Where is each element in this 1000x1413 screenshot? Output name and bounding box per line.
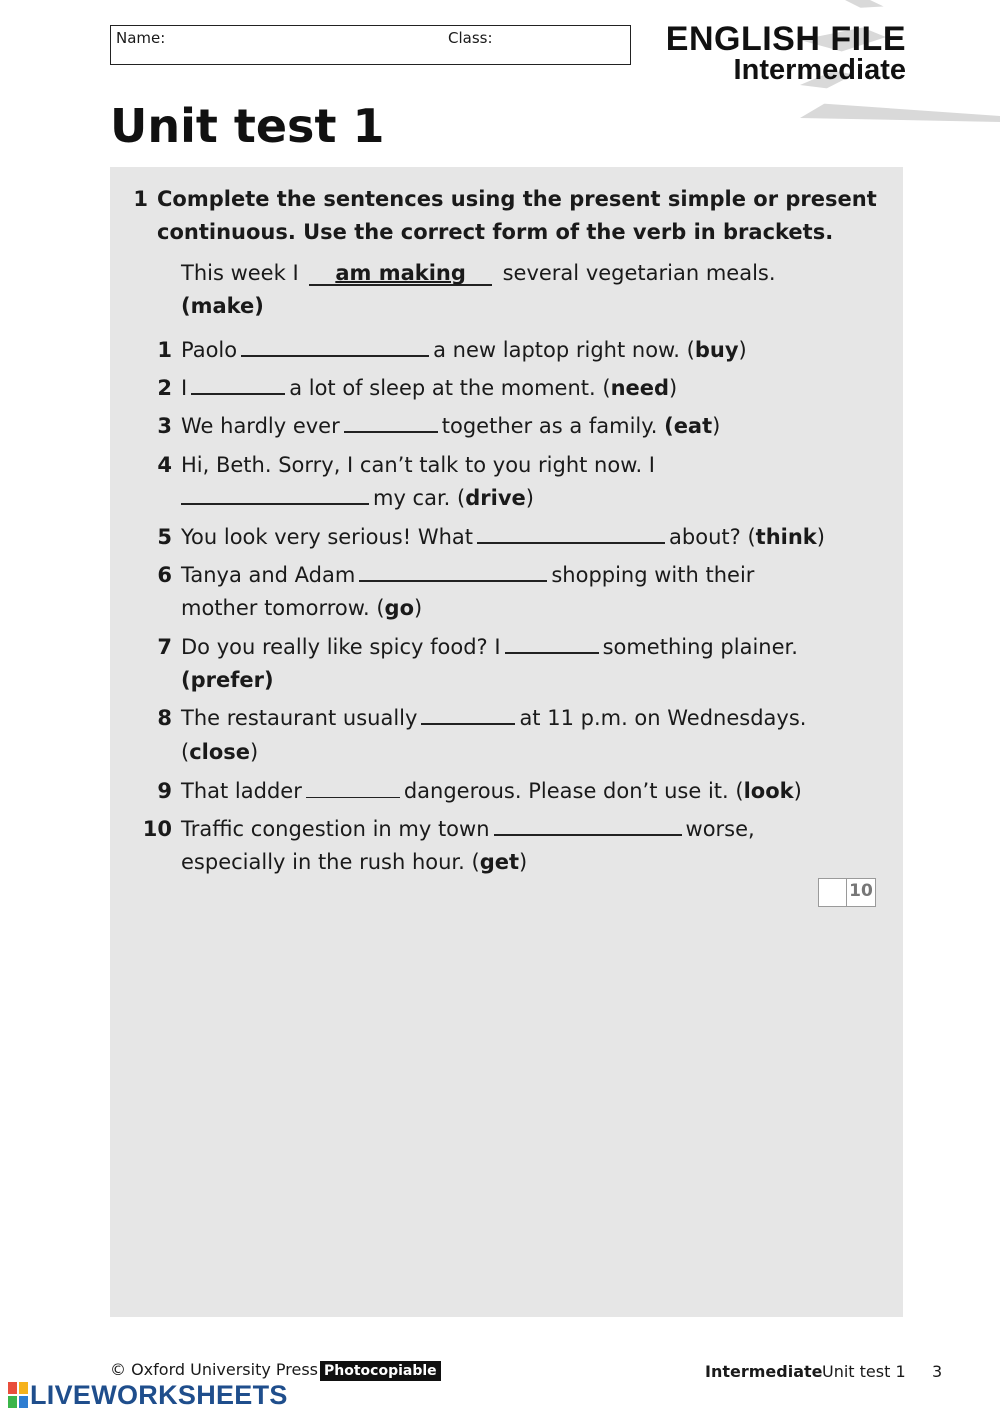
list-item: I a lot of sleep at the moment. (need) xyxy=(181,376,678,400)
item-text-after: shopping with their xyxy=(551,563,755,587)
example-sentence xyxy=(181,257,776,290)
item-text-before: Hi, Beth. Sorry, I can’t talk to you right now. I xyxy=(181,453,655,477)
footer-level: Intermediate xyxy=(705,1362,823,1381)
item-number: 10 xyxy=(142,817,172,841)
answer-blank[interactable] xyxy=(494,816,682,836)
list-item xyxy=(181,702,806,735)
item-number: 6 xyxy=(157,563,172,587)
item-text-after: my car. xyxy=(373,486,451,510)
answer-blank[interactable] xyxy=(344,413,438,433)
item-text-after: worse, xyxy=(685,817,755,841)
item-verb: buy xyxy=(694,338,739,362)
item-number: 9 xyxy=(157,779,172,803)
example-after: several vegetarian meals. xyxy=(502,261,776,285)
item-number: 3 xyxy=(157,414,172,438)
exercise-number: 1 xyxy=(133,187,148,211)
answer-blank[interactable] xyxy=(359,562,547,582)
answer-blank[interactable] xyxy=(181,485,369,505)
answer-blank[interactable] xyxy=(241,337,429,357)
item-number: 4 xyxy=(157,453,172,477)
liveworksheets-logo-icon xyxy=(8,1382,28,1408)
item-number: 7 xyxy=(157,635,172,659)
item-text-after: a lot of sleep at the moment. xyxy=(289,376,596,400)
list-item: You look very serious! What about? (think) xyxy=(181,525,825,549)
item-text-after: together as a family. xyxy=(441,414,658,438)
footer-copyright: © Oxford University Press xyxy=(110,1360,319,1379)
class-label: Class: xyxy=(448,29,493,47)
score-box xyxy=(818,878,876,907)
item-text-before: Traffic congestion in my town xyxy=(181,817,490,841)
score-input[interactable] xyxy=(819,879,846,906)
item-text-before: The restaurant usually xyxy=(181,706,418,730)
item-text-before: We hardly ever xyxy=(181,414,340,438)
answer-blank[interactable] xyxy=(306,779,400,798)
example-verb-line xyxy=(181,290,264,323)
footer-page-number: 3 xyxy=(932,1362,943,1381)
item-verb: prefer xyxy=(190,668,264,692)
item-text-after-2: especially in the rush hour. xyxy=(181,850,465,874)
item-verb: eat xyxy=(673,414,713,438)
item-verb: drive xyxy=(465,486,526,510)
answer-blank[interactable] xyxy=(421,705,515,725)
item-text-before: I xyxy=(181,376,188,400)
page-title: Unit test 1 xyxy=(110,99,385,153)
item-text-before: You look very serious! What xyxy=(181,525,474,549)
list-item: That ladder dangerous. Please don’t use it. (look) xyxy=(181,779,802,803)
item-text-before: Paolo xyxy=(181,338,238,362)
list-item xyxy=(181,449,655,482)
list-item xyxy=(181,813,755,846)
item-text-after: about? xyxy=(669,525,741,549)
item-verb: close xyxy=(189,740,251,764)
answer-blank[interactable] xyxy=(191,375,285,395)
item-text-before: Do you really like spicy food? I xyxy=(181,635,501,659)
list-item xyxy=(181,559,754,592)
item-text-after: dangerous. Please don’t use it. xyxy=(403,779,729,803)
list-item xyxy=(181,631,798,664)
item-text-after: at 11 p.m. on Wednesdays. xyxy=(519,706,807,730)
item-verb: get xyxy=(479,850,520,874)
item-verb: look xyxy=(743,779,794,803)
footer-unit: Unit test 1 xyxy=(822,1362,906,1381)
liveworksheets-watermark: LIVEWORKSHEETS xyxy=(30,1380,288,1410)
brand-title: ENGLISH FILE xyxy=(665,20,906,58)
item-text-after: a new laptop right now. xyxy=(433,338,680,362)
item-text-before: That ladder xyxy=(181,779,302,803)
item-text-before: Tanya and Adam xyxy=(181,563,356,587)
name-class-box xyxy=(110,25,631,65)
item-number: 1 xyxy=(157,338,172,362)
list-item-continuation: (close) xyxy=(181,740,259,764)
example-verb: (make) xyxy=(181,294,264,318)
item-verb: think xyxy=(755,525,817,549)
answer-blank[interactable] xyxy=(505,634,599,654)
list-item: We hardly ever together as a family. (eat) xyxy=(181,414,721,438)
instruction-line-2: continuous. Use the correct form of the verb in brackets. xyxy=(157,220,834,244)
list-item-continuation: (prefer) xyxy=(181,668,274,692)
list-item-continuation: my car. (drive) xyxy=(177,482,534,515)
list-item: Paolo a new laptop right now. (buy) xyxy=(181,338,747,362)
item-number: 8 xyxy=(157,706,172,730)
item-number: 2 xyxy=(157,376,172,400)
list-item-continuation: especially in the rush hour. (get) xyxy=(181,850,528,874)
example-before: This week I xyxy=(181,261,299,285)
item-text-after: something plainer. xyxy=(602,635,798,659)
photocopiable-badge: Photocopiable xyxy=(320,1361,441,1381)
answer-blank[interactable] xyxy=(477,524,665,544)
brand-level: Intermediate xyxy=(733,54,906,86)
item-number: 5 xyxy=(157,525,172,549)
item-verb: go xyxy=(384,596,415,620)
example-answer: am making xyxy=(309,262,492,286)
instruction-line-1: Complete the sentences using the present simple or present xyxy=(157,187,877,211)
item-text-after-2: mother tomorrow. xyxy=(181,596,370,620)
score-total: 10 xyxy=(849,881,873,901)
list-item-continuation: mother tomorrow. (go) xyxy=(181,596,423,620)
item-verb: need xyxy=(610,376,670,400)
name-label: Name: xyxy=(116,29,166,47)
